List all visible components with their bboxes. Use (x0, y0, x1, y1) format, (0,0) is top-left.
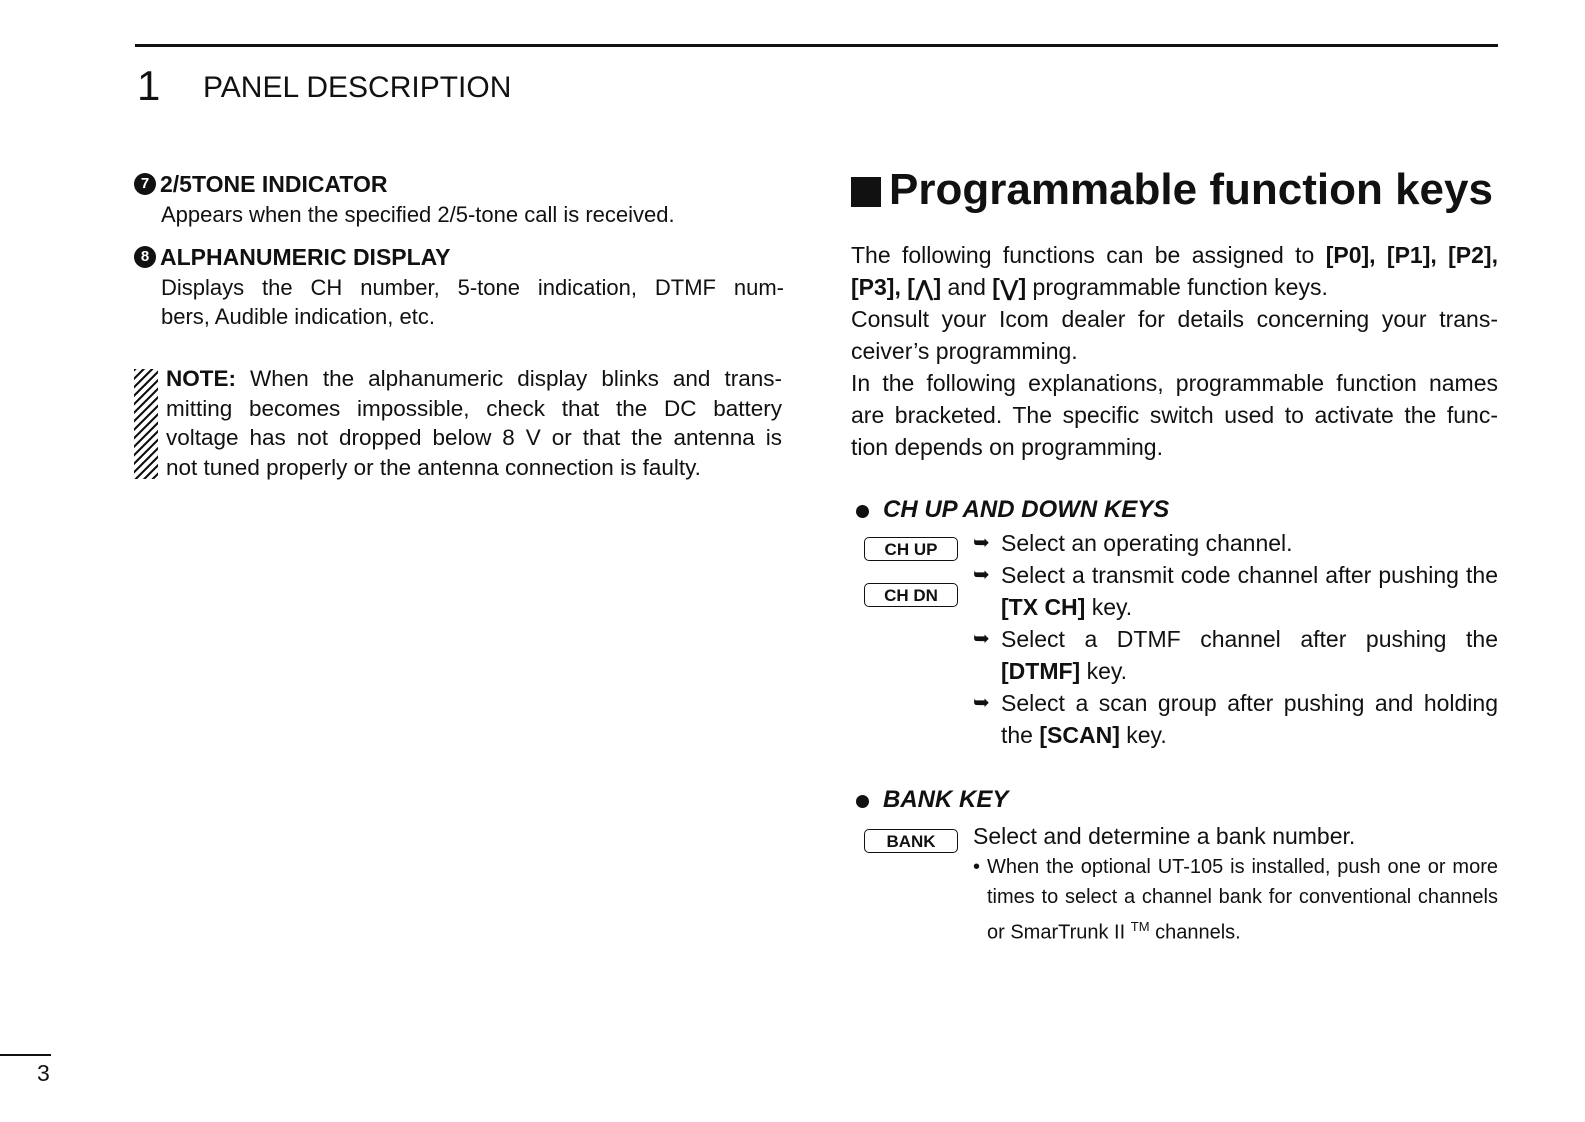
intro-line-7: tion depends on programming. (851, 434, 1163, 460)
intro-line-6: are bracketed. The specific switch used to activate the func- (851, 402, 1498, 428)
item-7-title: 2/5TONE INDICATOR (160, 171, 388, 197)
item-8-block (134, 243, 784, 331)
intro-close-2: ] (1018, 274, 1027, 300)
arrow-icon: ➥ (973, 628, 990, 650)
footer-rule (0, 1054, 51, 1056)
item-7-marker: 7 (134, 173, 156, 195)
chupdown-heading: CH UP AND DOWN KEYS (883, 496, 1170, 523)
intro-close-1: ] (933, 274, 942, 300)
intro-line-2-rest: programmable function keys. (1026, 274, 1328, 300)
trademark-sup: TM (1130, 919, 1150, 934)
bullet-dot-icon (856, 795, 869, 808)
item-7-block (134, 170, 675, 229)
chevron-down-icon: ⋁ (999, 276, 1019, 301)
intro-open-2: [ (992, 274, 1000, 300)
ch-up-key-label: CH UP (864, 537, 958, 561)
chupdown-item-4: ➥ Select a scan group after pushing and holding the [SCAN] key. (973, 687, 1498, 751)
intro-line-4: ceiver’s programming. (851, 338, 1078, 364)
item-8-title: ALPHANUMERIC DISPLAY (160, 244, 451, 270)
arrow-icon: ➥ (973, 532, 990, 554)
item-8-desc-line-1: Displays the CH number, 5-tone indication, DTMF num- (161, 275, 784, 300)
chapter-title: PANEL DESCRIPTION (203, 71, 512, 104)
header-rule (135, 44, 1498, 47)
arrow-icon: ➥ (973, 692, 990, 714)
page-number: 3 (37, 1060, 50, 1086)
item-8-marker: 8 (134, 246, 156, 268)
note-line-3: voltage has not dropped below 8 V or that the antenna is (166, 425, 782, 450)
intro-keys-p3: [P3], [ (851, 274, 915, 300)
section-square-icon (851, 177, 881, 207)
bank-heading: BANK KEY (883, 786, 1009, 813)
note-line-4: not tuned properly or the antenna connection is faulty. (166, 454, 701, 480)
intro-and: and (941, 274, 993, 300)
section-title: Programmable function keys (889, 165, 1493, 214)
bank-key-label: BANK (864, 829, 958, 853)
intro-paragraph (851, 239, 1498, 463)
item-8-desc-line-2: bers, Audible indication, etc. (161, 304, 435, 329)
ch-dn-key-label: CH DN (864, 583, 958, 607)
chupdown-item-1: ➥ Select an operating channel. (973, 527, 1498, 559)
bullet-dot-icon (856, 505, 869, 518)
chevron-up-icon: ⋀ (914, 276, 934, 301)
intro-line-5: In the following explanations, programmable function names (851, 370, 1498, 396)
note-block (166, 364, 782, 482)
item-7-desc: Appears when the specified 2/5-tone call is received. (161, 202, 675, 227)
note-line-1: When the alphanumeric display blinks and trans- (236, 366, 782, 391)
chupdown-item-3: ➥ Select a DTMF channel after pushing the [DTMF] key. (973, 623, 1498, 687)
chapter-number: 1 (137, 62, 161, 109)
intro-line-3: Consult your Icom dealer for details concerning your trans- (851, 306, 1498, 332)
note-label: NOTE: (166, 366, 236, 391)
intro-line-1: The following functions can be assigned to (851, 242, 1326, 268)
arrow-icon: ➥ (973, 564, 990, 586)
bank-note-bullet: • (973, 856, 981, 878)
note-line-2: mitting becomes impossible, check that the DC battery (166, 395, 782, 421)
chupdown-item-2: ➥ Select a transmit code channel after pushing the [TX CH] key. (973, 559, 1498, 623)
bank-description: Select and determine a bank number. (973, 823, 1356, 849)
note-hatch-mark (134, 369, 158, 479)
intro-keys-p0-p2: [P0], [P1], [P2], (1325, 242, 1498, 268)
bank-note: • When the optional UT-105 is installed, push one or more times to select a channel bank for conventional channels or SmarTrunk II ™ channels. (973, 852, 1498, 948)
